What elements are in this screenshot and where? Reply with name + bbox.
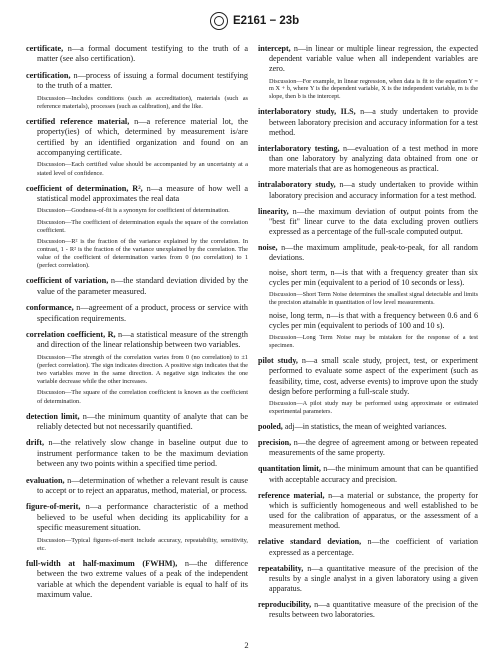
definition-text: n—a study undertaken to provide between laboratory precision and accuracy information for a test method. <box>269 107 478 137</box>
discussion-note: Discussion—Each certified value should be accompanied by an uncertainty at a stated level of confidence. <box>37 161 248 177</box>
definition-term: coefficient of determination, R², <box>26 183 147 193</box>
definition-text: n—a small scale study, project, test, or experiment performed to evaluate some aspect of the experiment (such as feasibility, time, cost, adverse events) to improve upon the study design before performing a full-scale study. <box>269 356 478 396</box>
definition-entry <box>26 502 248 533</box>
discussion-note: Discussion—Long Term Noise may be mistaken for the response of a test specimen. <box>269 334 478 350</box>
definition-text: n—the degree of agreement among or between repeated measurements of the same property. <box>269 438 478 458</box>
sub-definition: noise, long term, n—is that with a frequency between 0.6 and 6 cycles per min (equivalent to periods of 100 and 10 s). <box>269 310 478 331</box>
definition-term: detection limit, <box>26 411 80 421</box>
discussion-note: Discussion—Includes conditions (such as accreditation), materials (such as reference materials), processes (such as calibration), and the like. <box>37 94 248 110</box>
definition-entry <box>26 559 248 601</box>
page-number: 2 <box>244 640 249 650</box>
definition-entry <box>26 438 248 469</box>
definition-term: intralaboratory study, <box>258 180 336 190</box>
definition-entry <box>26 330 248 351</box>
definition-text: n—a formal document testifying to the truth of a matter (see also certification). <box>37 44 248 64</box>
definition-text: n—a statistical measure of the strength and direction of the linear relationship between two variables. <box>37 330 248 350</box>
definition-term: relative standard deviation, <box>258 537 362 547</box>
definition-text: n—the minimum quantity of analyte that can be reliably detected but not necessarily quantified. <box>37 411 248 432</box>
definition-entry <box>258 107 478 138</box>
definition-text: adj—in statistics, the mean of weighted variances. <box>282 421 447 431</box>
definition-term: figure-of-merit, <box>26 502 81 512</box>
definition-term: interlaboratory study, ILS, <box>258 107 356 117</box>
discussion-note: Discussion—The strength of the correlation varies from 0 (no correlation) to ±1 (perfect correlation). The sign indicates direction. A positive sign indicates that the two variables move in the same direction. A negative sign indicates the one variable decrease while the other increases. <box>37 353 248 386</box>
definition-term: correlation coefficient, R, <box>26 330 119 340</box>
definition-text: n—the relatively slow change in baseline output due to instrument performance taken to be the maximum deviation between any two points within a specified time period. <box>37 438 248 469</box>
definition-entry <box>26 476 248 497</box>
discussion-note: Discussion—For example, in linear regression, when data is fit to the equation Y = m X + b, where Y is the dependent variable, X is the independent variable, m is the slope, then b is the intercept. <box>269 77 478 101</box>
astm-logo-icon <box>210 12 228 30</box>
left-column <box>26 44 248 606</box>
definition-term: coefficient of variation, <box>26 276 109 286</box>
definition-term: linearity, <box>258 206 289 216</box>
discussion-note: Discussion—The square of the correlation coefficient is known as the coefficient of determination. <box>37 389 248 405</box>
definition-term: quantitation limit, <box>258 464 321 474</box>
definition-text: n—a measure of how well a statistical model approximates the real data <box>37 183 248 204</box>
definition-text: n—a performance characteristic of a method believed to be useful when deciding its applicability for a specific measurement situation. <box>37 502 248 533</box>
definition-term: certificate, <box>26 44 64 53</box>
discussion-note: Discussion—Goodness-of-fit is a synonym for coefficient of determination. <box>37 207 230 215</box>
definition-entry <box>258 356 478 397</box>
definition-text: n—determination of whether a relevant result is cause to accept or to reject an apparatus, method, material, or process. <box>37 475 248 495</box>
definition-entry <box>26 303 248 324</box>
definition-term: pooled, <box>258 421 283 431</box>
definition-text: n—the standard deviation divided by the value of the parameter measured. <box>37 276 248 296</box>
definition-entry <box>258 564 478 595</box>
definition-term: full-width at half-maximum (FWHM), <box>26 558 178 568</box>
definition-text: n—the difference between the two extreme values of a peak of the independent variable at which the dependent variable is equal to half of its maximum value. <box>37 558 248 599</box>
discussion-note: Discussion—The coefficient of determination equals the square of the correlation coefficient. <box>37 218 248 234</box>
definition-text: n—a reference material lot, the property(ies) of which, determined by measurement is/are certified by an identified organization and found on an accompanying certificate. <box>37 116 248 158</box>
definition-entry <box>258 144 478 175</box>
definition-entry <box>26 117 248 159</box>
definition-text: n—the coefficient of variation expressed as a percentage. <box>269 537 479 557</box>
definition-term: evaluation, <box>26 475 65 485</box>
definition-text: n—agreement of a product, process or service with specification requirements. <box>37 303 248 323</box>
definition-entry <box>258 180 478 200</box>
definition-text: n—a quantitative measure of the precision of the results by a single analyst in a given laboratory using a given apparatus. <box>269 563 478 594</box>
definition-term: certification, <box>26 70 71 80</box>
definition-term: repeatability, <box>258 563 304 573</box>
definition-text: n—a material or substance, the property for which is sufficiently homogeneous and well established to be used for the calibration of apparatus, or the assessment of a measurement method. <box>269 490 478 531</box>
discussion-note: Discussion—A pilot study may be performed using approximate or estimated experimental parameters. <box>269 399 478 415</box>
definition-entry <box>258 491 478 532</box>
definition-entry <box>26 412 248 433</box>
definition-term: intercept, <box>258 44 291 53</box>
definition-text: n—in linear or multiple linear regression, the expected dependent variable value when all independent variables are zero. <box>269 44 478 74</box>
definition-entry <box>258 422 478 432</box>
page-header <box>210 11 299 31</box>
definition-entry <box>258 537 478 557</box>
definition-entry <box>26 184 248 205</box>
definition-text: n—evaluation of a test method in more than one laboratory by analyzing data obtained from one or more materials that are as homogeneous as practical. <box>269 143 478 174</box>
definition-entry <box>258 438 478 458</box>
definition-term: certified reference material, <box>26 116 130 126</box>
definition-term: interlaboratory testing, <box>258 143 340 153</box>
definition-entry <box>258 600 478 620</box>
definition-entry <box>258 44 478 75</box>
definition-term: precision, <box>258 438 292 448</box>
definition-text: n—the maximum amplitude, peak-to-peak, for all random deviations. <box>269 243 478 263</box>
definition-entry <box>26 276 248 297</box>
definition-text: n—a quantitative measure of the precision of the results between two laboratories. <box>269 600 478 620</box>
definition-term: noise, <box>258 243 278 253</box>
definition-entry <box>258 243 478 263</box>
definition-text: n—process of issuing a formal document testifying to the truth of a matter. <box>37 70 248 91</box>
definition-term: conformance, <box>26 303 74 313</box>
discussion-note: Discussion—R² is the fraction of the variance explained by the correlation. In contrast, 1 - R² is the fraction of the variance unexplained by the correlation. The value of the coefficient of determination varies from 0 (no correlation) to 1 (perfect correlation). <box>37 237 248 270</box>
definition-entry <box>26 44 248 65</box>
definition-text: n—a study undertaken to provide within laboratory precision and accuracy information for a test method. <box>269 180 478 200</box>
definition-term: pilot study, <box>258 356 298 366</box>
definition-text: n—the maximum deviation of output points from the "best fit" linear curve to the data excluding proven outliers expressed as a percentage of the full-scale computed output. <box>269 206 478 237</box>
definition-term: drift, <box>26 438 45 448</box>
discussion-note: Discussion—Short Term Noise determines the smallest signal detectable and limits the precision attainable in quantitation of low level measurements. <box>269 291 478 306</box>
discussion-note: Discussion—Typical figures-of-merit include accuracy, repeatability, sensitivity, etc. <box>37 536 248 552</box>
definition-entry <box>258 464 478 484</box>
document-designation: E2161 − 23b <box>233 15 300 27</box>
definition-entry <box>258 207 478 238</box>
right-column <box>258 44 478 627</box>
definition-entry <box>26 71 248 92</box>
definition-term: reproducibility, <box>258 600 312 610</box>
definition-text: n—the minimum amount that can be quantified with acceptable accuracy and precision. <box>269 464 478 484</box>
definition-term: reference material, <box>258 490 325 500</box>
sub-definition: noise, short term, n—is that with a frequency greater than six cycles per min (equivalent to a period of 10 seconds or less). <box>269 267 478 287</box>
